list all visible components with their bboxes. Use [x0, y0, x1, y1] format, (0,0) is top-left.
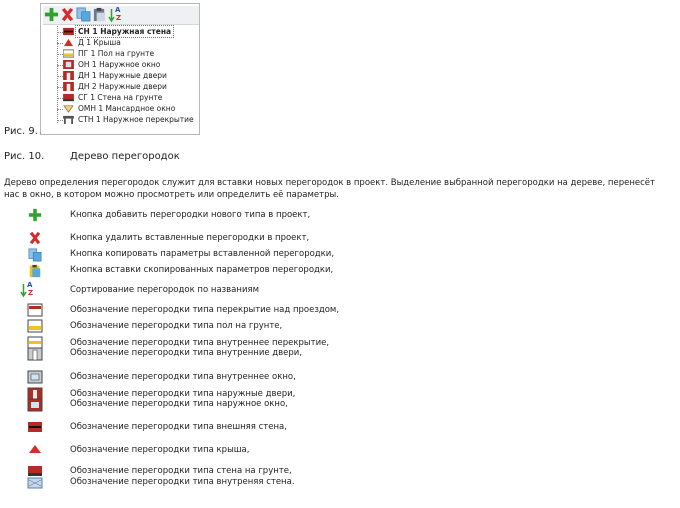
tree-item-label: ОМН 1 Мансардное окно [78, 104, 176, 113]
outer-window-icon [63, 60, 74, 69]
x-icon [27, 231, 43, 245]
plus-icon [27, 208, 43, 222]
paste-icon[interactable] [92, 7, 107, 22]
copy-icon [27, 248, 43, 262]
tree-item-label: СН 1 Наружная стена [78, 27, 172, 36]
tree-item-label: СТН 1 Наружное перекрытие [78, 115, 194, 124]
legend-ground-floor-text: Обозначение перегородки типа пол на грунте, [70, 321, 283, 331]
legend-inner-door-text: Обозначение перегородки типа внутренние двери, [70, 348, 303, 358]
legend-outer-door-text: Обозначение перегородки типа наружные двери, [70, 389, 296, 399]
divider [40, 132, 41, 134]
legend-inner-ceiling-text: Обозначение перегородки типа внутреннее перекрытие, [70, 338, 330, 348]
copy-icon[interactable] [76, 7, 91, 22]
roof-icon [27, 442, 43, 456]
outer-ceiling-icon [63, 115, 74, 124]
description-paragraph: Дерево определения перегородок служит для вставки новых перегородок в проект. Выделение выбранной перегородки на дереве, перенесёт нас в окно, в котором можно просмотреть или определить её параметры. [4, 178, 655, 200]
figure-9-caption: Рис. 9. [4, 126, 38, 137]
sort-arrow-icon [20, 282, 27, 298]
legend-sort-text: Сортирование перегородок по названиям [70, 285, 259, 295]
legend-roof-text: Обозначение перегородки типа крыша, [70, 445, 250, 455]
sort-letter-z: Z [116, 14, 122, 22]
outer-door-icon [63, 82, 74, 91]
legend-copy-text: Кнопка копировать параметры вставленной перегородки, [70, 249, 335, 259]
plus-icon[interactable] [44, 7, 59, 22]
outer-door-icon [63, 71, 74, 80]
sort-letter-a: A [115, 6, 121, 14]
sort-letter-a: A [27, 281, 33, 289]
figure-10-title: Дерево перегородок [70, 151, 180, 162]
roof-icon [63, 38, 74, 47]
legend-inner-window-text: Обозначение перегородки типа внутреннее окно, [70, 372, 296, 382]
legend-ground-wall-text: Обозначение перегородки типа стена на грунте, [70, 466, 292, 476]
tree-item-label: ПГ 1 Пол на грунте [78, 49, 155, 58]
ground-floor-icon [63, 49, 74, 58]
legend-inner-wall-text: Обозначение перегородки типа внутреняя стена. [70, 477, 295, 487]
outer-window-icon [27, 398, 43, 412]
ground-wall-icon [63, 93, 74, 102]
sort-az-icon [20, 282, 36, 298]
legend-outer-window-text: Обозначение перегородки типа наружное окно, [70, 399, 288, 409]
legend-paste-text: Кнопка вставки скопированных параметров перегородки, [70, 265, 334, 275]
inner-window-icon [27, 370, 43, 384]
outer-wall-icon [27, 420, 43, 434]
legend-outer-wall-text: Обозначение перегородки типа внешняя стена, [70, 422, 287, 432]
inner-wall-icon [27, 476, 43, 490]
passage-ceiling-icon [27, 303, 43, 317]
sort-az-icon[interactable] [108, 7, 124, 23]
ground-floor-icon [27, 319, 43, 333]
tree-item-label: Д 1 Крыша [78, 38, 121, 47]
tree-item-label: ДН 1 Наружные двери [78, 71, 167, 80]
attic-window-icon [63, 104, 74, 113]
sort-arrow-icon [108, 7, 115, 23]
inner-door-icon [27, 347, 43, 361]
tree-item-label: ДН 2 Наружные двери [78, 82, 167, 91]
outer-wall-icon [63, 27, 74, 36]
legend-delete-text: Кнопка удалить вставленные перегородки в проект, [70, 233, 310, 243]
paste-icon [27, 264, 43, 278]
figure-10-label: Рис. 10. [4, 151, 45, 162]
sort-letter-z: Z [28, 289, 34, 297]
legend-add-text: Кнопка добавить перегородки нового типа в проект, [70, 210, 311, 220]
tree-toolbar [43, 6, 199, 25]
tree-item-label: ОН 1 Наружное окно [78, 60, 161, 69]
x-icon[interactable] [60, 7, 75, 22]
tree-item-label: СГ 1 Стена на грунте [78, 93, 163, 102]
legend-passage-ceiling-text: Обозначение перегородки типа перекрытие над проездом, [70, 305, 340, 315]
partition-tree-panel [40, 3, 200, 135]
